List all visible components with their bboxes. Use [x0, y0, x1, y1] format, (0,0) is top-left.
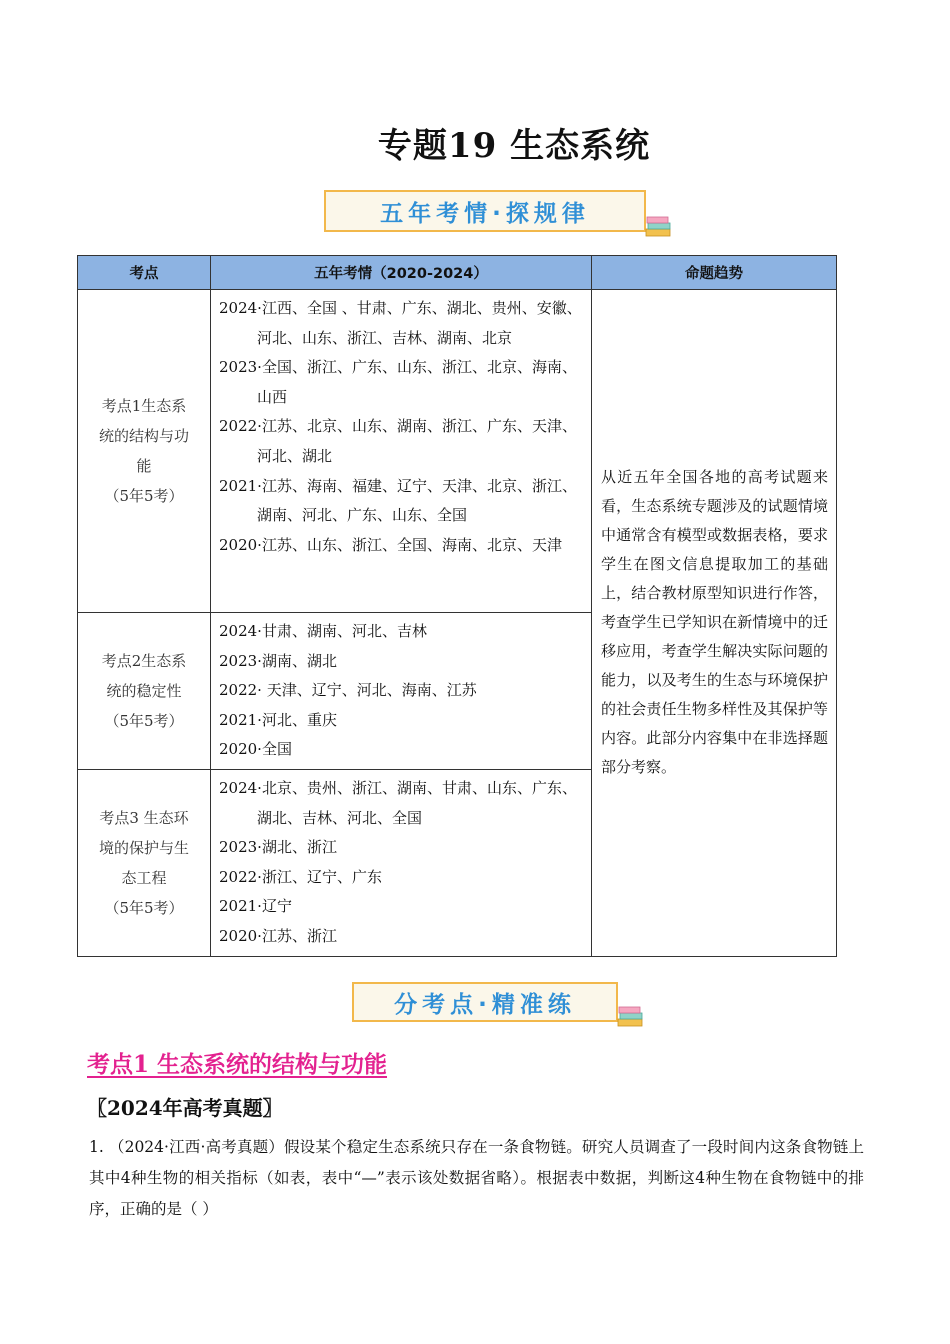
- year-line: 2021·江苏、海南、福建、辽宁、天津、北京、浙江、湖南、河北、广东、山东、全国: [219, 476, 577, 525]
- point-line: （5年5考）: [104, 711, 184, 730]
- exam-point-cell: [78, 290, 211, 613]
- header-cell: 考点: [78, 256, 211, 290]
- year-line: 2020·江苏、山东、浙江、全国、海南、北京、天津: [219, 535, 562, 554]
- header-cell: 命题趋势: [592, 256, 837, 290]
- year-line: 2023·湖北、浙江: [219, 838, 337, 857]
- table-row: [78, 290, 837, 613]
- point-line: （5年5考）: [104, 898, 184, 917]
- exam-point-cell: [78, 613, 211, 770]
- exam-point-cell: [78, 769, 211, 956]
- years-cell: [211, 290, 592, 613]
- year-line: 2021·辽宁: [219, 897, 292, 916]
- question-text: 1. （2024·江西·高考真题）假设某个稳定生态系统只存在一条食物链。研究人员调查了一段时间内这条食物链上其中4种生物的相关指标（如表，表中“—”表示该处数据省略）。根据表中数据，判断这4种生物在食物链中的排序，正确的是（ ）: [89, 1138, 864, 1218]
- banner-label: 五年考情·探规律: [380, 200, 590, 227]
- year-line: 2023·湖南、湖北: [219, 651, 337, 670]
- year-line: 2022· 天津、辽宁、河北、海南、江苏: [219, 681, 477, 700]
- books-icon: [644, 214, 674, 238]
- books-icon: [616, 1004, 646, 1028]
- header-cell: 五年考情（2020-2024）: [211, 256, 592, 290]
- point-line: 境的保护与生: [98, 838, 189, 857]
- section-title: 考点1 生态系统的结构与功能: [87, 1051, 388, 1078]
- practice-banner: [352, 982, 618, 1022]
- year-line: 2020·江苏、浙江: [219, 926, 337, 945]
- year-line: 2023·全国、浙江、广东、山东、浙江、北京、海南、山西: [219, 358, 577, 406]
- table-header-row: [78, 256, 837, 290]
- point-line: （5年5考）: [104, 487, 184, 505]
- year-line: 2022·浙江、辽宁、广东: [219, 867, 382, 886]
- year-line: 2024·甘肃、湖南、河北、吉林: [219, 622, 427, 640]
- point-line: 统的稳定性: [106, 681, 182, 700]
- banner-label: 分考点·精准练: [394, 991, 576, 1018]
- point-line: 考点1生态系: [101, 397, 187, 415]
- year-line: 2024·北京、贵州、浙江、湖南、甘肃、山东、广东、湖北、吉林、河北、全国: [219, 778, 577, 827]
- point-line: 考点2生态系: [101, 651, 187, 670]
- point-line: 考点3 生态环: [99, 808, 189, 827]
- five-year-banner: [324, 190, 646, 232]
- year-line: 2022·江苏、北京、山东、湖南、浙江、广东、天津、河北、湖北: [219, 417, 577, 465]
- years-cell: [211, 769, 592, 956]
- year-line: 2024·江西、全国 、甘肃、广东、湖北、贵州、安徽、河北、山东、浙江、吉林、湖南、北京: [219, 299, 582, 347]
- point-line: 态工程: [121, 868, 167, 887]
- subsection-title: 〖2024年高考真题〗: [87, 1096, 283, 1120]
- year-line: 2020·全国: [219, 740, 292, 759]
- trend-cell: 从近五年全国各地的高考试题来看，生态系统专题涉及的试题情境中通常含有模型或数据表格，要求学生在图文信息提取加工的基础上，结合教材原型知识进行作答，考查学生已学知识在新情境中的迁移应用，考查学生解决实际问题的能力，以及考生的生态与环境保护的社会责任生物多样性及其保护等内容。此部分内容集中在非选择题部分考察。: [592, 290, 837, 957]
- exam-summary-table: [77, 255, 837, 957]
- point-line: 能: [136, 457, 152, 475]
- page-title: 专题19 生态系统: [377, 126, 651, 166]
- years-cell: [211, 613, 592, 770]
- year-line: 2021·河北、重庆: [219, 710, 337, 729]
- point-line: 统的结构与功: [98, 427, 189, 445]
